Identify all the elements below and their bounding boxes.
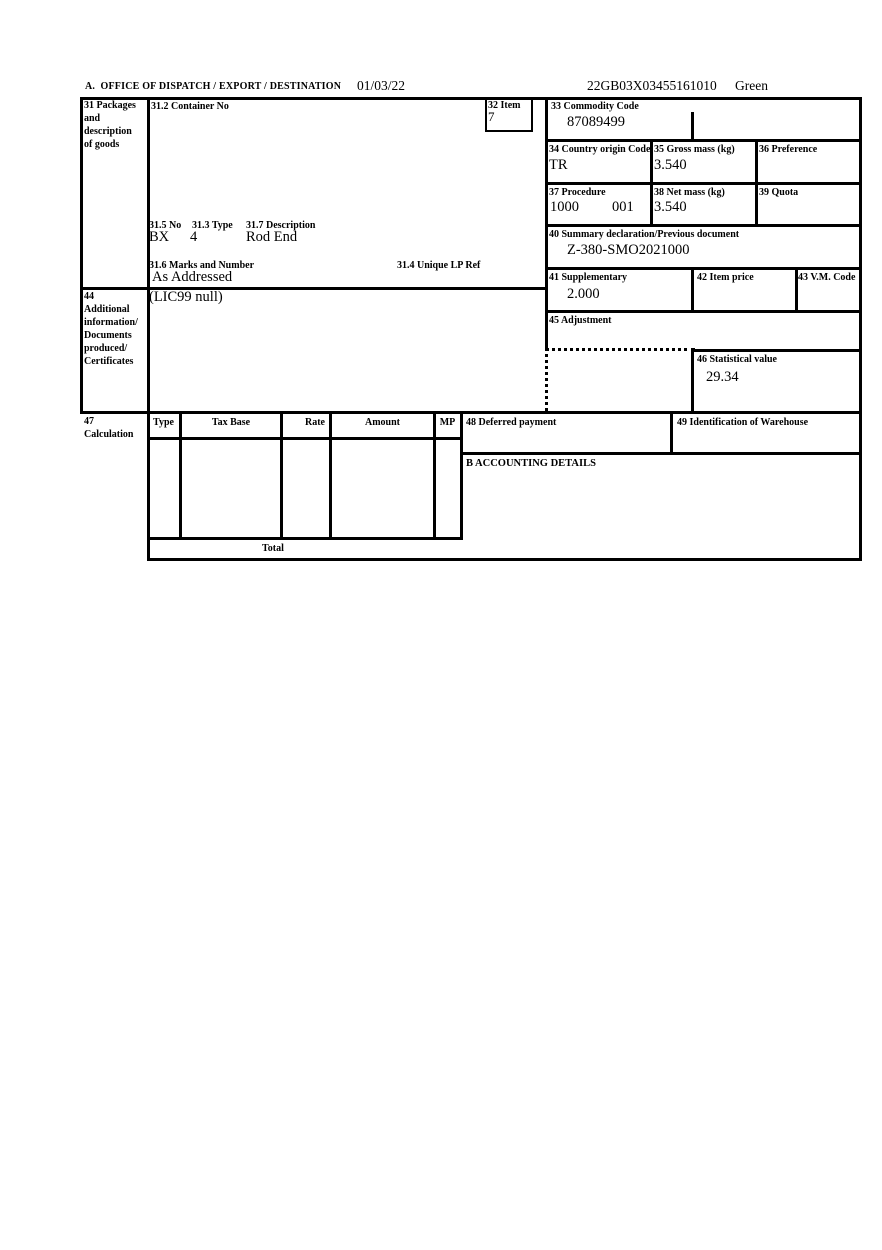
declaration-date: 01/03/22 bbox=[357, 78, 406, 93]
box47-label-line: 47 bbox=[84, 416, 94, 427]
box44-label-line: 44 bbox=[84, 291, 94, 302]
box49-warehouse-id-label: 49 Identification of Warehouse bbox=[677, 417, 809, 428]
grid-line bbox=[545, 310, 862, 313]
box31-7-description-label: 31.7 Description bbox=[246, 220, 316, 231]
box31-6-marks-value: As Addressed bbox=[152, 269, 233, 285]
box31-4-unique-lp-ref-label: 31.4 Unique LP Ref bbox=[397, 260, 481, 271]
grid-line bbox=[693, 349, 862, 352]
accounting-details-label: B ACCOUNTING DETAILS bbox=[466, 458, 596, 469]
grid-line-item-box-left bbox=[485, 97, 487, 132]
box32-item-value: 7 bbox=[488, 109, 495, 124]
box44-additional-info-value: (LIC99 null) bbox=[149, 289, 223, 305]
box35-gross-mass-label: 35 Gross mass (kg) bbox=[654, 144, 735, 155]
box47-calculation-label bbox=[84, 415, 133, 441]
grid-line bbox=[670, 411, 673, 455]
grid-line bbox=[147, 97, 150, 561]
box41-supplementary-value: 2.000 bbox=[567, 286, 600, 302]
grid-line bbox=[691, 267, 694, 313]
box31-label-line: 31 Packages bbox=[84, 100, 136, 111]
grid-line bbox=[80, 411, 862, 414]
calc-header-type: Type bbox=[153, 417, 174, 428]
calc-header-rate: Rate bbox=[305, 417, 325, 428]
box46-statistical-value-label: 46 Statistical value bbox=[697, 354, 777, 365]
box44-label-line: produced/ bbox=[84, 343, 128, 354]
box48-deferred-payment-label: 48 Deferred payment bbox=[466, 417, 557, 428]
box37-procedure-label: 37 Procedure bbox=[549, 187, 606, 198]
grid-line bbox=[650, 139, 653, 227]
grid-line-right-border bbox=[859, 97, 862, 561]
box45-adjustment-label: 45 Adjustment bbox=[549, 315, 612, 326]
grid-line bbox=[545, 139, 862, 142]
box41-supplementary-label: 41 Supplementary bbox=[549, 272, 628, 283]
box43-vm-code-label: 43 V.M. Code bbox=[798, 272, 856, 283]
grid-line-item-box-bottom bbox=[485, 130, 533, 132]
box31-3-type-label: 31.3 Type bbox=[192, 220, 233, 231]
box31-3-type-value: 4 bbox=[190, 229, 198, 245]
box32-item-label: 32 Item bbox=[488, 100, 521, 111]
grid-line bbox=[545, 97, 548, 348]
box31-label-line: of goods bbox=[84, 139, 120, 150]
grid-line bbox=[179, 411, 182, 540]
grid-line bbox=[691, 112, 694, 142]
grid-line bbox=[545, 224, 862, 227]
box44-label-line: information/ bbox=[84, 317, 138, 328]
box44-label-line: Documents bbox=[84, 330, 132, 341]
grid-line-top-border bbox=[80, 97, 862, 100]
grid-line bbox=[329, 411, 332, 540]
grid-line-dotted bbox=[545, 348, 548, 411]
box44-label-line: Additional bbox=[84, 304, 130, 315]
box31-5-no-value: BX bbox=[149, 229, 170, 245]
grid-line bbox=[280, 411, 283, 540]
grid-line bbox=[691, 349, 694, 411]
box31-label-line: description bbox=[84, 126, 132, 137]
box31-label-line: and bbox=[84, 113, 101, 124]
box40-summary-declaration-value: Z-380-SMO2021000 bbox=[567, 242, 690, 258]
grid-line bbox=[545, 267, 862, 270]
box36-preference-label: 36 Preference bbox=[759, 144, 818, 155]
mrn-number: 22GB03X03455161010 bbox=[587, 78, 717, 93]
calc-header-amount: Amount bbox=[364, 417, 400, 428]
grid-line bbox=[147, 437, 462, 440]
grid-line-left-border bbox=[80, 97, 83, 414]
grid-line-bottom-border bbox=[147, 558, 862, 561]
grid-line bbox=[460, 411, 463, 540]
box33-commodity-code-value: 87089499 bbox=[567, 114, 625, 130]
box37-procedure-value-main: 1000 bbox=[550, 199, 579, 215]
box34-country-origin-value: TR bbox=[549, 157, 568, 173]
box44-additional-info-label bbox=[84, 290, 138, 368]
box38-net-mass-value: 3.540 bbox=[654, 199, 687, 215]
box40-summary-declaration-label: 40 Summary declaration/Previous document bbox=[549, 229, 740, 240]
box31-6-marks-label: 31.6 Marks and Number bbox=[149, 260, 255, 271]
grid-line-dotted bbox=[545, 348, 695, 351]
box46-statistical-value-value: 29.34 bbox=[706, 369, 739, 385]
box44-label-line: Certificates bbox=[84, 356, 134, 367]
calc-header-mp: MP bbox=[439, 417, 456, 428]
box42-item-price-label: 42 Item price bbox=[697, 272, 754, 283]
box31-2-container-no-label: 31.2 Container No bbox=[151, 101, 229, 112]
box39-quota-label: 39 Quota bbox=[759, 187, 799, 198]
box34-country-origin-label: 34 Country origin Code bbox=[549, 144, 651, 155]
grid-line bbox=[545, 182, 862, 185]
box38-net-mass-label: 38 Net mass (kg) bbox=[654, 187, 725, 198]
box35-gross-mass-value: 3.540 bbox=[654, 157, 687, 173]
grid-line bbox=[462, 452, 862, 455]
office-of-dispatch-label: A. OFFICE OF DISPATCH / EXPORT / DESTINATION bbox=[85, 81, 342, 92]
box31-7-description-value: Rod End bbox=[246, 229, 298, 245]
box33-commodity-code-label: 33 Commodity Code bbox=[551, 101, 639, 112]
box47-label-line: Calculation bbox=[84, 429, 134, 440]
grid-line bbox=[147, 537, 462, 540]
box31-packages-label bbox=[84, 99, 136, 151]
calc-total-label: Total bbox=[262, 543, 284, 554]
grid-line bbox=[433, 411, 436, 540]
box31-5-no-label: 31.5 No bbox=[149, 220, 182, 231]
grid-line bbox=[755, 139, 758, 227]
grid-line-item-box-right bbox=[531, 97, 533, 132]
box37-procedure-value-secondary: 001 bbox=[612, 199, 634, 215]
routing-status: Green bbox=[735, 78, 768, 93]
calc-header-tax-base: Tax Base bbox=[211, 417, 251, 428]
